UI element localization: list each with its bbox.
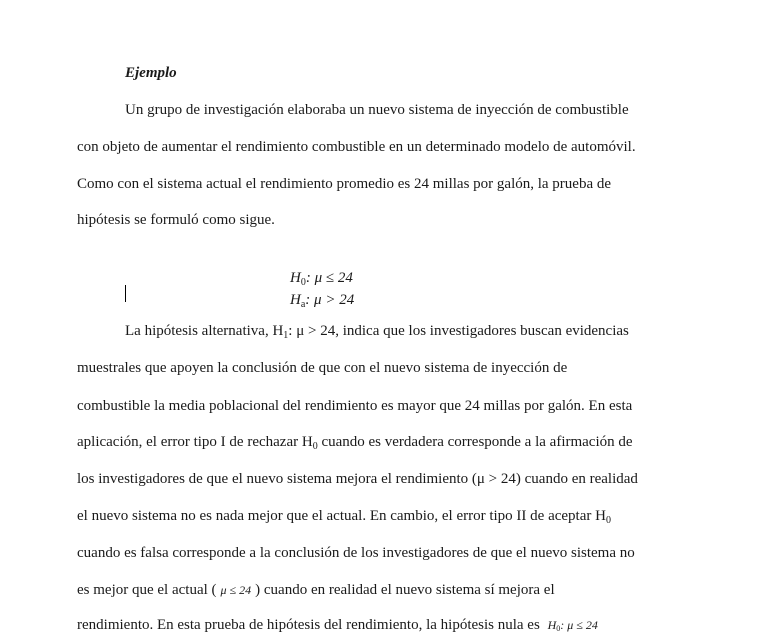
paragraph-line: los investigadores de que el nuevo sistema mejora el rendimiento (μ > 24) cuando en realidad (77, 471, 638, 487)
text-cursor (125, 285, 126, 302)
paragraph-line: La hipótesis alternativa, $H_1$: μ > 24, indica que los investigadores buscan evidencias (125, 323, 629, 341)
null-hypothesis-equation: $H_0$: μ ≤ 24 (290, 270, 353, 288)
paragraph-line: Un grupo de investigación elaboraba un nuevo sistema de inyección de combustible (125, 102, 629, 118)
alternative-hypothesis-equation: $H_a$: μ > 24 (290, 292, 355, 310)
inline-equation: μ ≤ 24 (220, 583, 252, 597)
paragraph-line: el nuevo sistema no es nada mejor que el actual. En cambio, el error tipo II de aceptar $H_0$ (77, 508, 611, 526)
paragraph-line: aplicación, el error tipo I de rechazar $H_0$ cuando es verdadera corresponde a la afirmación de (77, 434, 633, 452)
paragraph-line: Como con el sistema actual el rendimiento promedio es 24 millas por galón, la prueba de (77, 176, 612, 192)
paragraph-line: muestrales que apoyen la conclusión de que con el nuevo sistema de inyección de (77, 360, 568, 376)
example-heading: Ejemplo (125, 65, 177, 81)
paragraph-line: es mejor que el actual ( μ ≤ 24 ) cuando en realidad el nuevo sistema sí mejora el (77, 582, 555, 598)
paragraph-line: combustible la media poblacional del rendimiento es mayor que 24 millas por galón. En esta (77, 398, 633, 414)
paragraph-line: cuando es falsa corresponde a la conclusión de los investigadores de que el nuevo sistema no (77, 545, 635, 561)
paragraph-line: con objeto de aumentar el rendimiento combustible en un determinado modelo de automóvil. (77, 139, 636, 155)
paragraph-line: hipótesis se formuló como sigue. (77, 212, 275, 228)
paragraph-line: rendimiento. En esta prueba de hipótesis del rendimiento, la hipótesis nula es $H_0$: μ ≤ 24 (77, 615, 602, 639)
inline-equation: $H_0$: μ ≤ 24 (547, 618, 598, 633)
